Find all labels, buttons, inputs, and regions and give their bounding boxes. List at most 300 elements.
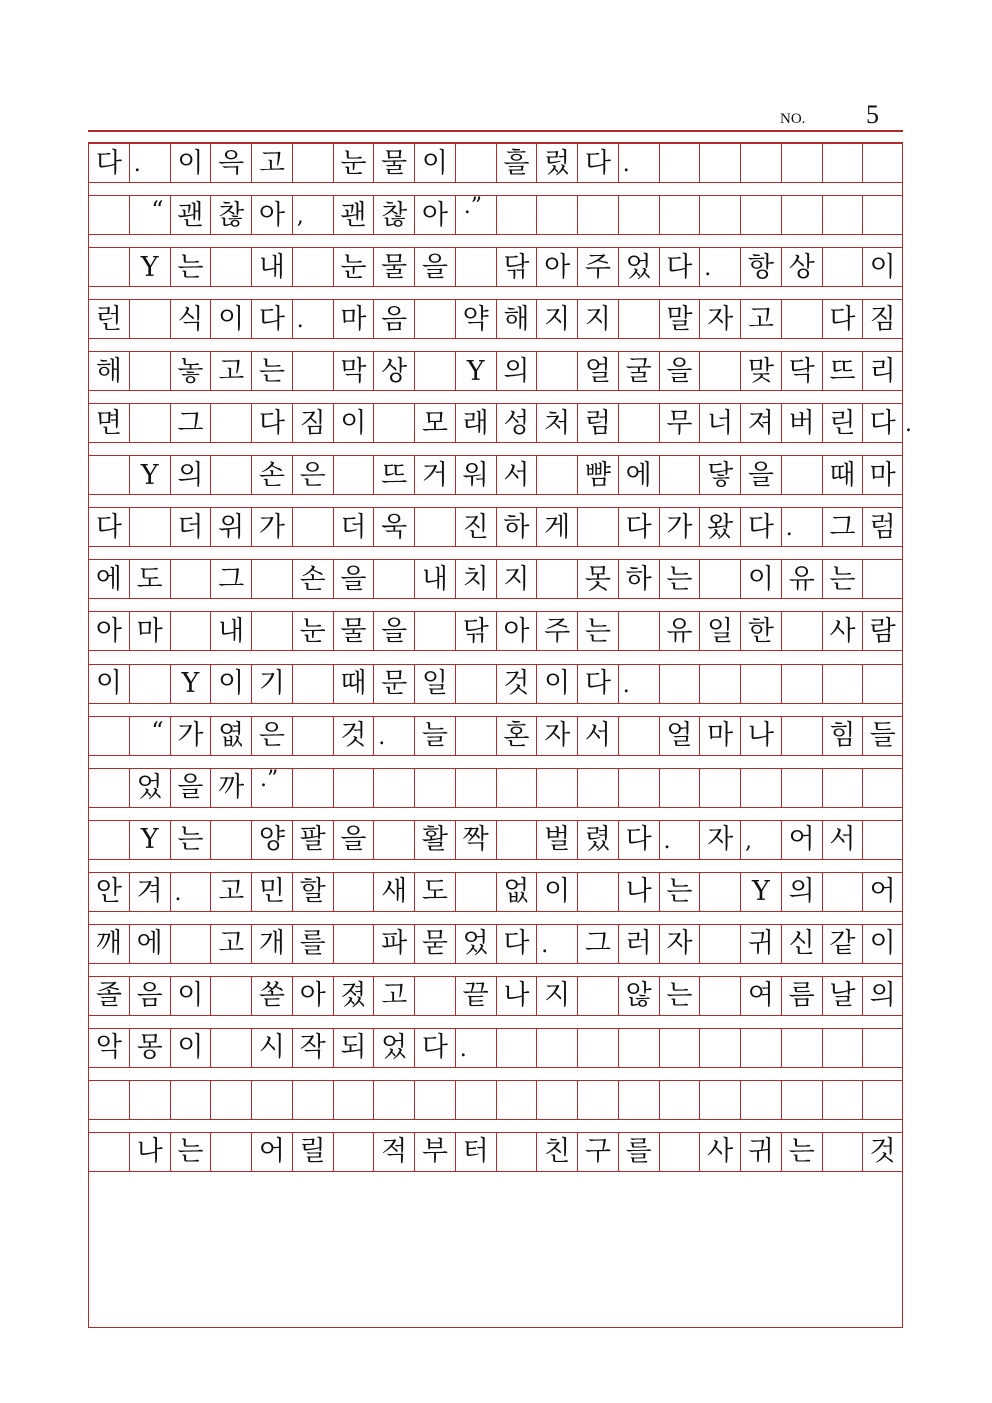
manuscript-cell: 때 — [333, 665, 374, 703]
margin-period: . — [905, 412, 912, 438]
manuscript-cell: 이 — [862, 248, 903, 286]
manuscript-cell — [822, 1133, 863, 1171]
manuscript-cell — [88, 1081, 129, 1119]
manuscript-cell: 고 — [740, 300, 781, 338]
manuscript-cell: 은 — [251, 717, 292, 755]
manuscript-cell — [333, 456, 374, 494]
manuscript-row — [88, 299, 903, 339]
manuscript-cell: 이 — [536, 873, 577, 911]
page-number-label: NO. — [780, 111, 806, 127]
manuscript-cell — [577, 196, 618, 234]
manuscript-cell: 힘 — [822, 717, 863, 755]
manuscript-cell: 럼 — [862, 508, 903, 546]
manuscript-cell: 작 — [292, 1029, 333, 1067]
manuscript-cell — [414, 612, 455, 650]
manuscript-row — [88, 1028, 903, 1068]
manuscript-cell: 끝 — [455, 977, 496, 1015]
manuscript-cell: 는 — [170, 821, 211, 859]
manuscript-cell: 몽 — [129, 1029, 170, 1067]
manuscript-cell: 구 — [577, 1133, 618, 1171]
manuscript-cell: 리 — [862, 352, 903, 390]
manuscript-cell: 는 — [251, 352, 292, 390]
manuscript-cell: Y — [740, 873, 781, 911]
manuscript-cell: 말 — [659, 300, 700, 338]
manuscript-cell: 은 — [292, 456, 333, 494]
manuscript-cell: 식 — [170, 300, 211, 338]
manuscript-cell — [618, 300, 659, 338]
manuscript-cell: 마 — [862, 456, 903, 494]
manuscript-cell: . — [292, 300, 333, 338]
manuscript-cell: 적 — [373, 1133, 414, 1171]
manuscript-cell: 뺨 — [577, 456, 618, 494]
manuscript-cell: 나 — [740, 717, 781, 755]
manuscript-cell: 릴 — [292, 1133, 333, 1171]
manuscript-cell — [659, 196, 700, 234]
manuscript-cell: 들 — [862, 717, 903, 755]
manuscript-cell — [699, 769, 740, 807]
manuscript-cell: 것 — [862, 1133, 903, 1171]
manuscript-cell: “ — [129, 196, 170, 234]
manuscript-cell — [577, 1029, 618, 1067]
manuscript-cell: Y — [129, 248, 170, 286]
manuscript-cell — [292, 1081, 333, 1119]
manuscript-cell — [88, 1133, 129, 1171]
manuscript-cell: 맞 — [740, 352, 781, 390]
manuscript-cell: 왔 — [699, 508, 740, 546]
manuscript-cell — [251, 1081, 292, 1119]
manuscript-row — [88, 664, 903, 704]
manuscript-cell — [210, 404, 251, 442]
manuscript-cell: 다 — [577, 144, 618, 182]
manuscript-cell — [822, 196, 863, 234]
manuscript-cell — [699, 352, 740, 390]
manuscript-cell: 일 — [699, 612, 740, 650]
manuscript-cell: . — [618, 144, 659, 182]
manuscript-cell — [699, 977, 740, 1015]
manuscript-cell — [455, 144, 496, 182]
manuscript-cell: 악 — [88, 1029, 129, 1067]
manuscript-cell: 이 — [170, 977, 211, 1015]
manuscript-cell: 렀 — [536, 144, 577, 182]
manuscript-cell — [129, 1081, 170, 1119]
manuscript-cell: 음 — [129, 977, 170, 1015]
manuscript-cell — [822, 144, 863, 182]
manuscript-cell: 쏟 — [251, 977, 292, 1015]
manuscript-cell: 을 — [333, 560, 374, 598]
manuscript-cell: 자 — [699, 821, 740, 859]
manuscript-cell — [170, 925, 211, 963]
manuscript-cell: 윽 — [210, 144, 251, 182]
manuscript-cell: 너 — [699, 404, 740, 442]
manuscript-cell — [536, 769, 577, 807]
manuscript-row — [88, 507, 903, 547]
manuscript-cell: 이 — [170, 1029, 211, 1067]
header-rule — [88, 130, 903, 132]
manuscript-cell: 람 — [862, 612, 903, 650]
manuscript-cell: 의 — [170, 456, 211, 494]
manuscript-cell — [373, 404, 414, 442]
manuscript-cell — [210, 821, 251, 859]
manuscript-cell: . — [699, 248, 740, 286]
manuscript-cell: 어 — [251, 1133, 292, 1171]
manuscript-cell: 아 — [251, 196, 292, 234]
manuscript-cell: 의 — [496, 352, 537, 390]
manuscript-cell: 고 — [210, 925, 251, 963]
manuscript-cell: 사 — [822, 612, 863, 650]
manuscript-cell: 내 — [251, 248, 292, 286]
manuscript-cell — [862, 144, 903, 182]
manuscript-cell — [577, 873, 618, 911]
manuscript-cell: 다 — [88, 144, 129, 182]
manuscript-cell: 닥 — [781, 352, 822, 390]
manuscript-cell: 의 — [781, 873, 822, 911]
manuscript-cell: 린 — [822, 404, 863, 442]
manuscript-cell: 이 — [414, 144, 455, 182]
manuscript-cell: 흘 — [496, 144, 537, 182]
manuscript-cell: 에 — [618, 456, 659, 494]
manuscript-cell: 해 — [88, 352, 129, 390]
manuscript-cell: 민 — [251, 873, 292, 911]
manuscript-cell: 상 — [373, 352, 414, 390]
manuscript-cell: 주 — [577, 248, 618, 286]
manuscript-cell: 얼 — [659, 717, 700, 755]
manuscript-cell — [577, 977, 618, 1015]
manuscript-cell — [88, 456, 129, 494]
manuscript-cell — [781, 612, 822, 650]
manuscript-row — [88, 820, 903, 860]
manuscript-cell: 내 — [210, 612, 251, 650]
manuscript-cell — [292, 769, 333, 807]
manuscript-cell: Y — [129, 456, 170, 494]
manuscript-cell — [740, 769, 781, 807]
manuscript-cell: 그 — [822, 508, 863, 546]
manuscript-cell: 이 — [740, 560, 781, 598]
manuscript-row — [88, 403, 912, 443]
manuscript-cell: 기 — [251, 665, 292, 703]
manuscript-cell — [333, 1133, 374, 1171]
manuscript-cell: 지 — [496, 560, 537, 598]
manuscript-cell — [822, 1081, 863, 1119]
manuscript-cell: 마 — [129, 612, 170, 650]
manuscript-cell — [699, 1081, 740, 1119]
manuscript-cell: 깨 — [88, 925, 129, 963]
manuscript-cell: 자 — [699, 300, 740, 338]
manuscript-cell: 아 — [414, 196, 455, 234]
manuscript-cell: 을 — [740, 456, 781, 494]
manuscript-cell — [536, 196, 577, 234]
manuscript-cell: 지 — [536, 977, 577, 1015]
manuscript-cell: 뜨 — [822, 352, 863, 390]
manuscript-cell — [699, 1029, 740, 1067]
manuscript-cell: 욱 — [373, 508, 414, 546]
manuscript-cell — [781, 196, 822, 234]
manuscript-cell: 여 — [740, 977, 781, 1015]
manuscript-cell — [536, 1081, 577, 1119]
manuscript-cell: 도 — [129, 560, 170, 598]
manuscript-cell — [170, 612, 211, 650]
manuscript-cell: 서 — [496, 456, 537, 494]
manuscript-cell: 는 — [577, 612, 618, 650]
manuscript-cell: 겨 — [129, 873, 170, 911]
manuscript-cell: 한 — [740, 612, 781, 650]
manuscript-cell — [862, 1029, 903, 1067]
manuscript-cell: . — [536, 925, 577, 963]
manuscript-cell: Y — [129, 821, 170, 859]
manuscript-cell: 그 — [577, 925, 618, 963]
manuscript-cell — [414, 300, 455, 338]
manuscript-cell — [333, 925, 374, 963]
manuscript-cell: 귀 — [740, 925, 781, 963]
manuscript-row — [88, 924, 903, 964]
manuscript-row — [88, 768, 903, 808]
manuscript-row — [88, 455, 903, 495]
manuscript-cell — [496, 821, 537, 859]
manuscript-cell: 를 — [618, 1133, 659, 1171]
manuscript-cell: 모 — [414, 404, 455, 442]
manuscript-cell — [292, 144, 333, 182]
manuscript-cell — [292, 665, 333, 703]
manuscript-cell: 져 — [740, 404, 781, 442]
manuscript-cell: 되 — [333, 1029, 374, 1067]
manuscript-cell — [699, 144, 740, 182]
manuscript-cell: 물 — [373, 248, 414, 286]
manuscript-cell: 못 — [577, 560, 618, 598]
manuscript-cell — [414, 508, 455, 546]
manuscript-cell — [862, 665, 903, 703]
manuscript-cell — [455, 248, 496, 286]
manuscript-cell: 가 — [251, 508, 292, 546]
manuscript-cell — [862, 560, 903, 598]
manuscript-cell: 를 — [292, 925, 333, 963]
manuscript-row — [88, 351, 903, 391]
manuscript-cell: . — [455, 1029, 496, 1067]
manuscript-cell — [333, 873, 374, 911]
manuscript-cell — [333, 769, 374, 807]
manuscript-cell — [210, 456, 251, 494]
manuscript-cell — [536, 1029, 577, 1067]
manuscript-cell — [618, 1029, 659, 1067]
manuscript-cell — [699, 665, 740, 703]
manuscript-cell: 을 — [333, 821, 374, 859]
manuscript-cell — [536, 352, 577, 390]
manuscript-cell — [577, 769, 618, 807]
manuscript-cell: . — [659, 821, 700, 859]
manuscript-cell: 닦 — [455, 612, 496, 650]
manuscript-cell — [129, 352, 170, 390]
manuscript-cell: 괜 — [333, 196, 374, 234]
manuscript-cell: 약 — [455, 300, 496, 338]
manuscript-cell: 다 — [251, 404, 292, 442]
manuscript-cell: 짝 — [455, 821, 496, 859]
manuscript-cell: 무 — [659, 404, 700, 442]
manuscript-cell — [251, 560, 292, 598]
manuscript-cell — [822, 248, 863, 286]
manuscript-cell: 가 — [659, 508, 700, 546]
manuscript-row — [88, 716, 903, 756]
manuscript-cell — [292, 508, 333, 546]
manuscript-cell: 나 — [496, 977, 537, 1015]
manuscript-cell: 묻 — [414, 925, 455, 963]
manuscript-cell — [618, 196, 659, 234]
manuscript-cell: 럼 — [577, 404, 618, 442]
manuscript-cell: 면 — [88, 404, 129, 442]
manuscript-row — [88, 872, 903, 912]
manuscript-cell: . — [170, 873, 211, 911]
manuscript-cell — [577, 508, 618, 546]
manuscript-cell: 이 — [88, 665, 129, 703]
manuscript-cell — [659, 1133, 700, 1171]
manuscript-cell — [129, 404, 170, 442]
manuscript-cell: 양 — [251, 821, 292, 859]
manuscript-cell — [699, 873, 740, 911]
manuscript-cell — [740, 1029, 781, 1067]
manuscript-cell: 렸 — [577, 821, 618, 859]
manuscript-cell — [536, 456, 577, 494]
manuscript-cell — [455, 769, 496, 807]
manuscript-cell — [862, 196, 903, 234]
manuscript-cell: 처 — [536, 404, 577, 442]
manuscript-cell: 이 — [536, 665, 577, 703]
manuscript-cell: 주 — [536, 612, 577, 650]
manuscript-cell — [292, 352, 333, 390]
manuscript-cell — [822, 769, 863, 807]
manuscript-cell — [659, 1081, 700, 1119]
manuscript-cell: 나 — [618, 873, 659, 911]
manuscript-cell — [251, 612, 292, 650]
manuscript-cell: 손 — [292, 560, 333, 598]
manuscript-cell: 지 — [536, 300, 577, 338]
manuscript-cell: 을 — [414, 248, 455, 286]
manuscript-cell: 물 — [333, 612, 374, 650]
manuscript-cell: 부 — [414, 1133, 455, 1171]
manuscript-cell: 까 — [210, 769, 251, 807]
manuscript-cell: 이 — [210, 665, 251, 703]
manuscript-cell: 눈 — [333, 248, 374, 286]
manuscript-cell: 개 — [251, 925, 292, 963]
manuscript-cell: 친 — [536, 1133, 577, 1171]
manuscript-cell — [699, 196, 740, 234]
manuscript-cell: 거 — [414, 456, 455, 494]
manuscript-cell: 서 — [577, 717, 618, 755]
manuscript-cell: Y — [170, 665, 211, 703]
manuscript-cell: 안 — [88, 873, 129, 911]
manuscript-cell: 고 — [210, 352, 251, 390]
manuscript-cell: 고 — [373, 977, 414, 1015]
manuscript-cell: 날 — [822, 977, 863, 1015]
manuscript-cell: 도 — [414, 873, 455, 911]
manuscript-cell — [373, 560, 414, 598]
manuscript-cell — [740, 1081, 781, 1119]
manuscript-cell: 짐 — [862, 300, 903, 338]
manuscript-cell — [618, 404, 659, 442]
manuscript-cell: 신 — [781, 925, 822, 963]
manuscript-cell: 없 — [496, 873, 537, 911]
manuscript-cell — [862, 769, 903, 807]
manuscript-cell — [781, 1029, 822, 1067]
manuscript-cell — [740, 196, 781, 234]
manuscript-cell — [618, 612, 659, 650]
manuscript-cell: . — [373, 717, 414, 755]
manuscript-cell — [210, 1133, 251, 1171]
manuscript-cell: 마 — [333, 300, 374, 338]
manuscript-row — [88, 1132, 903, 1172]
manuscript-cell: 위 — [210, 508, 251, 546]
manuscript-cell: 짐 — [292, 404, 333, 442]
manuscript-cell: 것 — [496, 665, 537, 703]
manuscript-cell: 을 — [659, 352, 700, 390]
manuscript-cell: 이 — [862, 925, 903, 963]
manuscript-row — [88, 611, 903, 651]
manuscript-cell: 아 — [292, 977, 333, 1015]
manuscript-cell: 졌 — [333, 977, 374, 1015]
manuscript-cell: 나 — [129, 1133, 170, 1171]
manuscript-cell: 유 — [781, 560, 822, 598]
manuscript-cell: 하 — [496, 508, 537, 546]
page-number — [760, 100, 900, 130]
manuscript-cell: 게 — [536, 508, 577, 546]
manuscript-cell: 때 — [822, 456, 863, 494]
manuscript-cell: 이 — [170, 144, 211, 182]
manuscript-cell — [699, 560, 740, 598]
manuscript-cell — [129, 508, 170, 546]
manuscript-cell: 다 — [496, 925, 537, 963]
manuscript-cell: 서 — [822, 821, 863, 859]
manuscript-cell: 다 — [577, 665, 618, 703]
manuscript-cell: 손 — [251, 456, 292, 494]
manuscript-cell — [496, 1081, 537, 1119]
manuscript-cell — [210, 1081, 251, 1119]
manuscript-cell: . — [781, 508, 822, 546]
manuscript-cell: 찮 — [210, 196, 251, 234]
manuscript-cell: 고 — [251, 144, 292, 182]
manuscript-cell: 않 — [618, 977, 659, 1015]
manuscript-cell: 었 — [455, 925, 496, 963]
manuscript-cell: 해 — [496, 300, 537, 338]
manuscript-cell: 을 — [170, 769, 211, 807]
manuscript-cell: 어 — [862, 873, 903, 911]
manuscript-cell: 닿 — [699, 456, 740, 494]
manuscript-cell — [740, 144, 781, 182]
manuscript-cell: 괜 — [170, 196, 211, 234]
manuscript-cell — [496, 196, 537, 234]
manuscript-cell — [781, 300, 822, 338]
manuscript-cell: 는 — [659, 977, 700, 1015]
manuscript-cell — [618, 769, 659, 807]
manuscript-cell: 닦 — [496, 248, 537, 286]
manuscript-cell — [822, 665, 863, 703]
manuscript-cell: 팔 — [292, 821, 333, 859]
manuscript-cell: 자 — [536, 717, 577, 755]
manuscript-cell: 아 — [536, 248, 577, 286]
manuscript-cell: 더 — [170, 508, 211, 546]
manuscript-cell — [740, 665, 781, 703]
manuscript-cell: 하 — [618, 560, 659, 598]
manuscript-cell: 어 — [781, 821, 822, 859]
manuscript-cell: 을 — [373, 612, 414, 650]
manuscript-cell: 다 — [740, 508, 781, 546]
manuscript-cell — [414, 769, 455, 807]
manuscript-cell — [781, 456, 822, 494]
manuscript-cell — [129, 300, 170, 338]
manuscript-cell — [455, 873, 496, 911]
manuscript-cell: 었 — [373, 1029, 414, 1067]
manuscript-cell — [170, 1081, 211, 1119]
manuscript-cell — [781, 717, 822, 755]
manuscript-cell: 파 — [373, 925, 414, 963]
manuscript-cell: 고 — [210, 873, 251, 911]
manuscript-cell: 활 — [414, 821, 455, 859]
manuscript-cell — [88, 769, 129, 807]
